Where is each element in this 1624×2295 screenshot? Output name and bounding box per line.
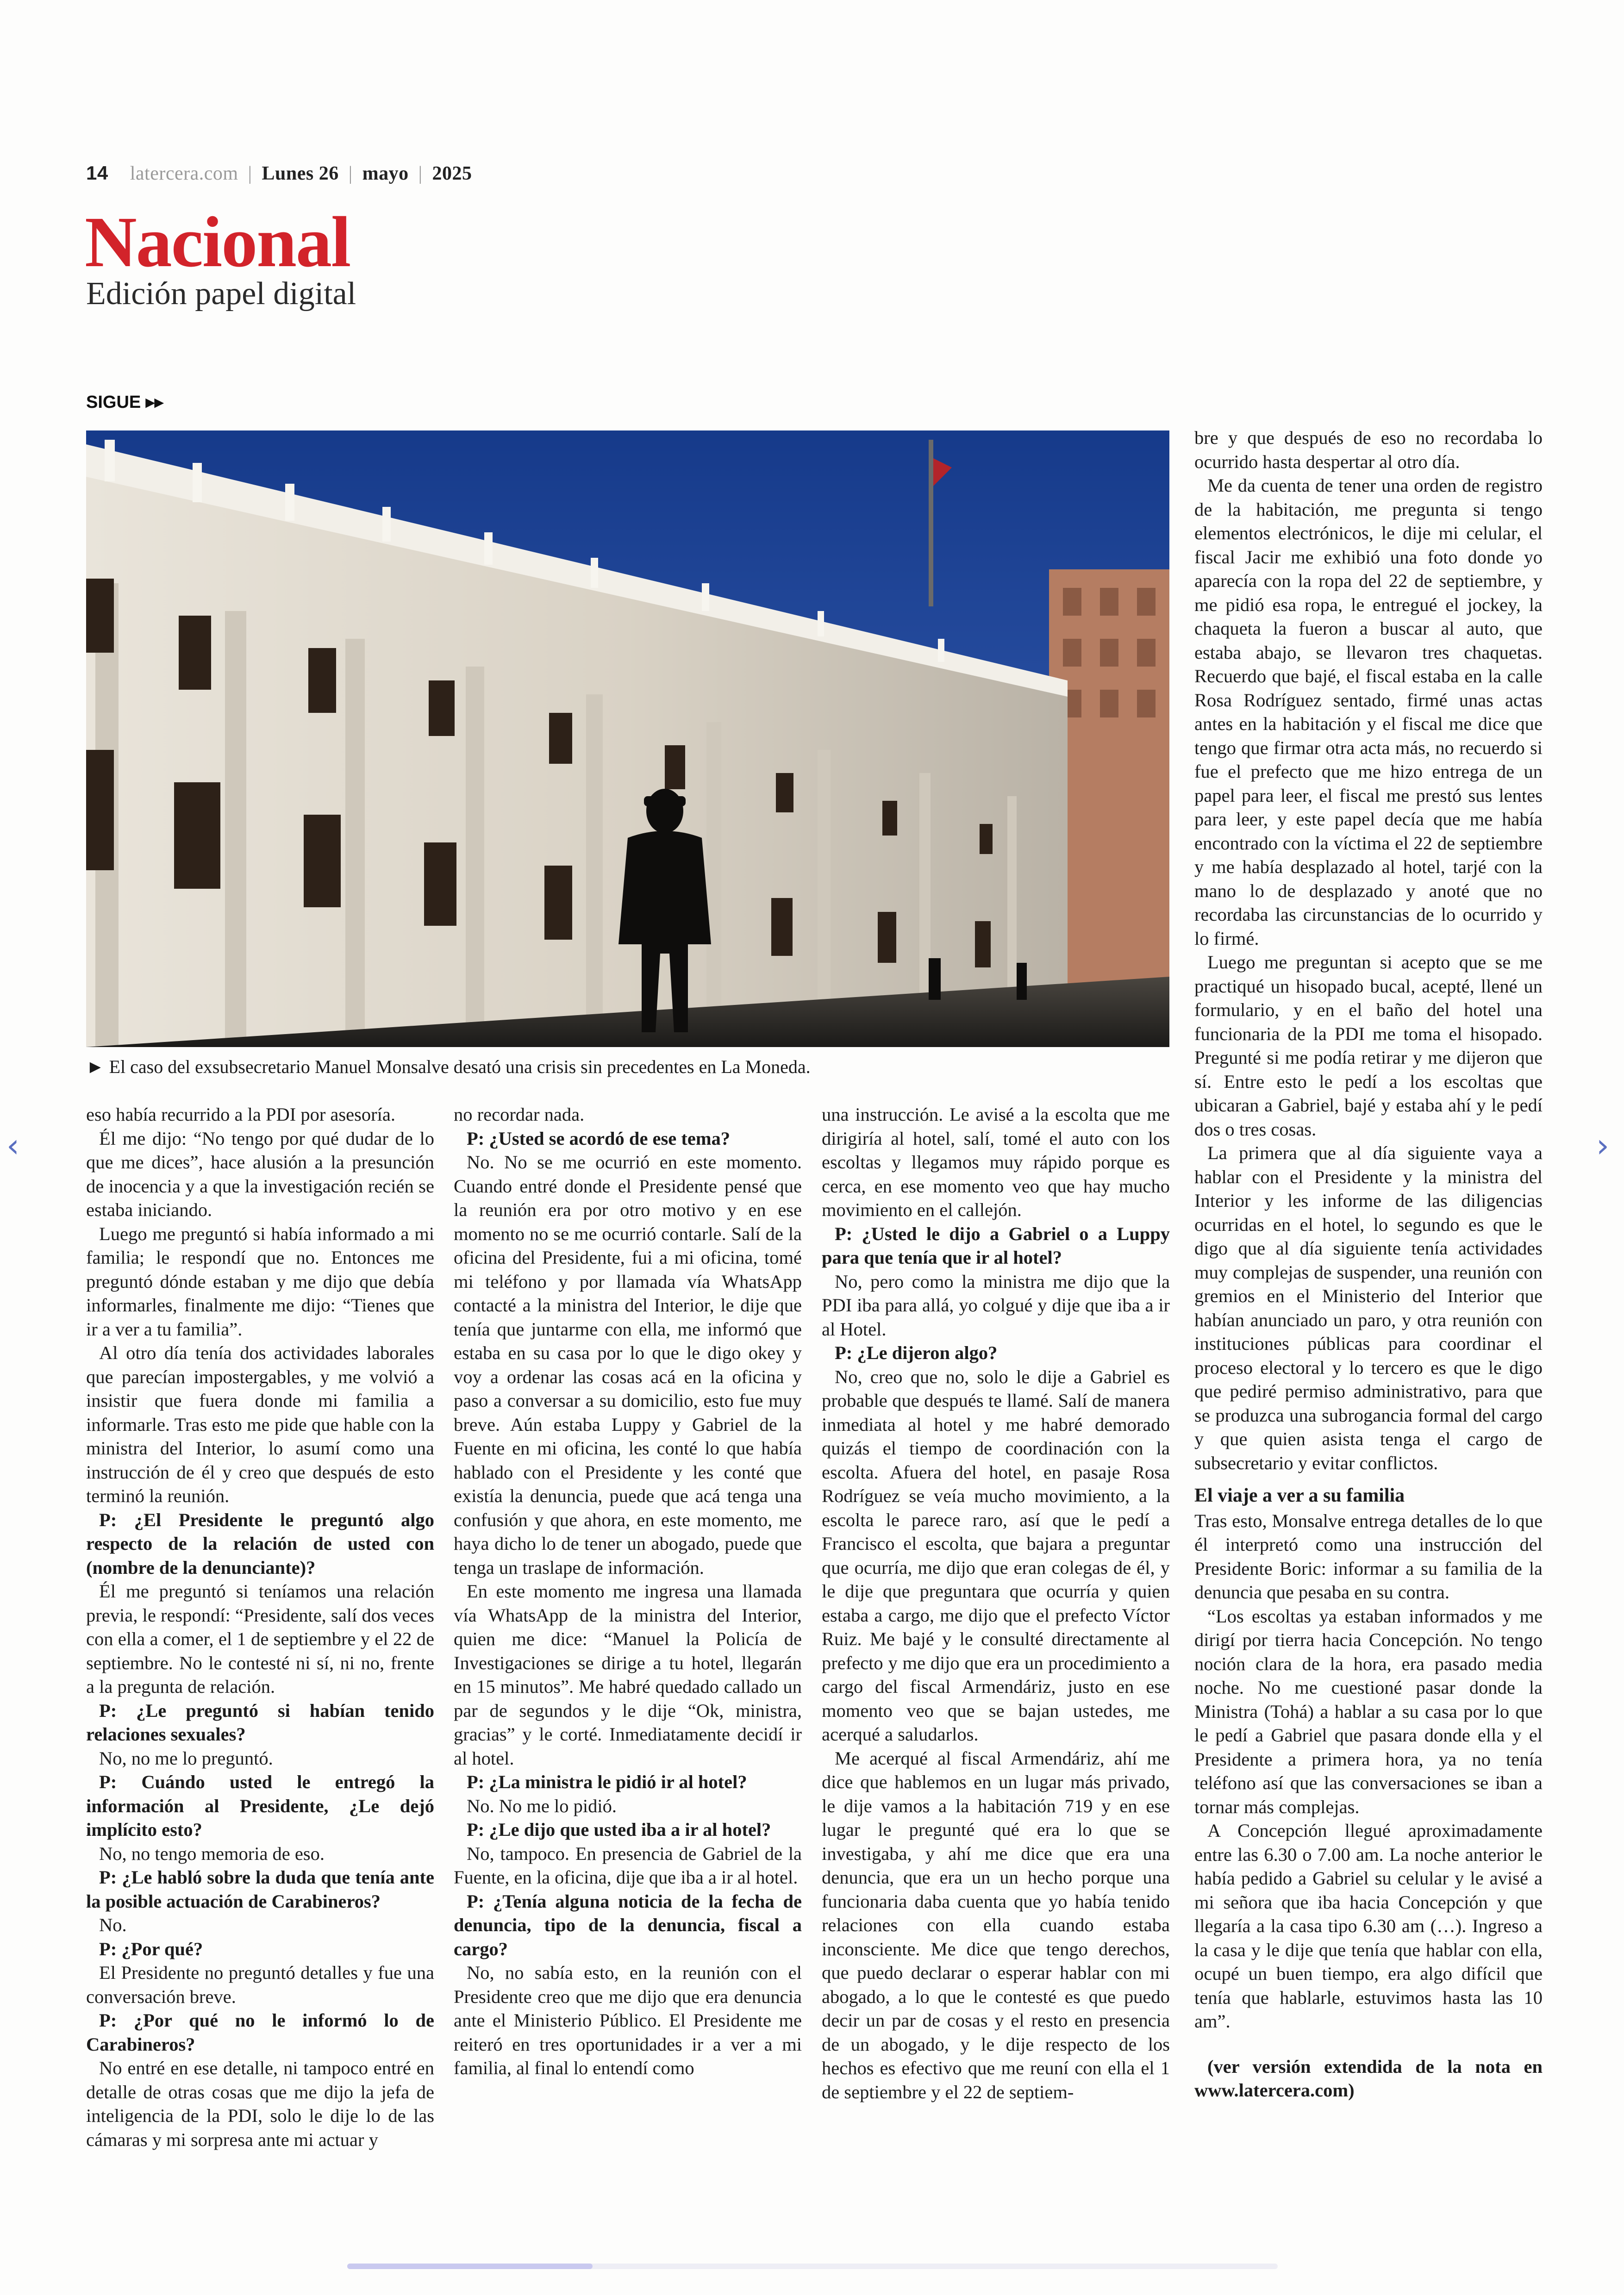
interview-question: P: ¿Le habló sobre la duda que tenía ante la posible actuación de Carabineros? — [86, 1867, 434, 1912]
paragraph: No. No se me ocurrió en este momento. Cuando entré donde el Presidente pensé que la reunión era por otro motivo y en ese momento no se me ocurrió contarle. Salí de la oficina del Presidente, fui a mi oficina, tomé mi teléfono y por llamada vía WhatsApp contacté a la ministra del Interior, le dije que tenía que juntarme con ella, me informó que estaba en su casa por lo que le digo okey y voy a ordenar las cosas acá en la oficina y paso a conversar a su domicilio, esto fue muy breve. Aún estaba Luppy y Gabriel de la Fuente en mi oficina, les conté lo que había hablado con el Presidente y les conté que existía la denuncia, puede que acá tenga una confusión y que ahora, en este momento, me haya dicho lo de tener un abogado, puede que tenga un traslape de información. — [454, 1152, 802, 1578]
interview-question: P: ¿Le dijo que usted iba a ir al hotel? — [467, 1819, 771, 1840]
paragraph: Él me dijo: “No tengo por qué dudar de lo que me dices”, hace alusión a la presunción de inocencia y a que la investigación recién se estaba iniciando. — [86, 1128, 434, 1220]
paragraph: “Los escoltas ya estaban informados y me dirigí por tierra hacia Concepción. No tengo noción clara de la hora, era pasado media noche. No me cuestioné pasar donde la Ministra (Tohá) a hablar a su casa por lo que le pedí a Gabriel que pasara donde ella y el Presidente a primera hora, ya no tenía teléfono así que las conversaciones se iban a tornar más complejas. — [1194, 1605, 1543, 1817]
interview-question: P: ¿La ministra le pidió ir al hotel? — [467, 1771, 747, 1792]
article-column-3 — [822, 1103, 1170, 2104]
site-name: latercera.com — [130, 163, 238, 184]
subheading: El viaje a ver a su familia — [1194, 1485, 1405, 1506]
caption-text: El caso del exsubsecretario Manuel Monsalve desató una crisis sin precedentes en La Moneda. — [109, 1056, 811, 1077]
interview-question: P: ¿Tenía alguna noticia de la fecha de denuncia, tipo de la denuncia, fiscal a cargo? — [454, 1890, 802, 1959]
article-photo — [86, 430, 1169, 1047]
paragraph: En este momento me ingresa una llamada vía WhatsApp de la ministra del Interior, quien me dice: “Manuel la Policía de Investigaciones se dirige a tu hotel, llegarán en 15 minutos”. Me habré quedado callado un par de segundos y le dije “Ok, ministra, gracias” y le corté. Inmediatamente decidí ir al hotel. — [454, 1581, 802, 1769]
paragraph: Me acerqué al fiscal Armendáriz, ahí me dice que hablemos en un lugar más privado, le dije vamos a la habitación 719 y en ese lugar le pregunté qué era lo que se investigaba, y ahí me dice que era una denuncia, que era un un hecho porque una funcionaria daba cuenta que yo había tenido relaciones con ella cuando estaba inconsciente. Me dice que tengo derechos, que puedo declarar o esperar hablar con mi abogado, a lo que le contesté es que puedo decir un par de cosas y el resto en presencia de un abogado, y le dije respecto de los hechos es efectivo que me reuní con ella el 1 de septiembre y el 22 de septiem- — [822, 1747, 1170, 2102]
continued-marker: SIGUE ▸▸ — [86, 393, 163, 412]
previous-page-arrow-icon[interactable]: ‹ — [6, 1127, 19, 1165]
interview-question: P: ¿Le dijeron algo? — [835, 1342, 998, 1363]
interview-question: P: ¿Por qué? — [99, 1938, 203, 1959]
la-moneda-photo — [86, 430, 1169, 1047]
article-column-2 — [454, 1103, 802, 2080]
interview-question: P: ¿Por qué no le informó lo de Carabineros? — [86, 2010, 434, 2055]
paragraph: No, pero como la ministra me dijo que la PDI iba para allá, yo colgué y dije que iba a ir al Hotel. — [822, 1271, 1170, 1340]
scrollbar-thumb[interactable] — [347, 2264, 593, 2269]
paragraph: Tras esto, Monsalve entrega detalles de lo que él interpretó como una instrucción del Presidente Boric: informar a su familia de la denuncia que pesaba en su contra. — [1194, 1510, 1543, 1603]
paragraph: No, tampoco. En presencia de Gabriel de la Fuente, en la oficina, dije que iba a ir al hotel. — [454, 1843, 802, 1888]
paragraph: Al otro día tenía dos actividades laborales que parecían impostergables, y me volvió a insistir que fuera donde mi familia a informarle. Tras esto me pide que hable con la ministra del Interior, lo asumí como una instrucción de él y creo que después de esto terminó la reunión. — [86, 1342, 434, 1506]
paragraph: No. No me lo pidió. — [467, 1795, 617, 1816]
paragraph: No, creo que no, solo le dije a Gabriel es probable que después te llamé. Salí de manera inmediata al hotel y me habré demorado quizás el tiempo de coordinación con la escolta. Afuera del hotel, en pasaje Rosa Rodríguez se veía mucho movimiento, a la escolta le parece raro, así que le pedí a Francisco el escolta, que bajara a preguntar que ocurría, me dijo que eran colegas de él, y le dije que preguntara que ocurría y quien estaba a cargo, me dijo que el prefecto Víctor Ruiz. Me bajé y le consulté directamente al prefecto y me dijo que era un procedimiento a cargo del fiscal Armendáriz, justo en ese momento veo que se bajan ustedes, me acerqué a saludarlos. — [822, 1366, 1170, 1745]
paragraph: No entré en ese detalle, ni tampoco entré en detalle de otras cosas que me dijo la jefa de inteligencia de la PDI, solo le dije lo de las cámaras y mi sorpresa ante mi actuar y — [86, 2058, 434, 2150]
section-title: Nacional — [85, 202, 350, 282]
interview-question: P: ¿Le preguntó si habían tenido relaciones sexuales? — [86, 1700, 434, 1745]
paragraph: No, no sabía esto, en la reunión con el Presidente creo que me dijo que era denuncia ante el Ministerio Público. El Presidente me reiteró en tres oportunidades ir a ver a mi familia, al final lo entendí como — [454, 1962, 802, 2078]
photo-caption — [86, 1056, 1169, 1078]
article-column-1 — [86, 1103, 434, 2152]
interview-question: P: Cuándo usted le entregó la información al Presidente, ¿Le dejó implícito esto? — [86, 1771, 434, 1840]
page-number: 14 — [86, 162, 108, 184]
article-column-4 — [1194, 426, 1543, 2102]
paragraph: No. — [99, 1915, 127, 1935]
separator: | — [348, 163, 353, 184]
date-day: Lunes 26 — [262, 163, 339, 184]
next-page-arrow-icon[interactable]: › — [1596, 1127, 1609, 1165]
paragraph: bre y que después de eso no recordaba lo ocurrido hasta despertar al otro día. — [1194, 427, 1543, 472]
section-subtitle: Edición papel digital — [86, 276, 356, 312]
interview-question: P: ¿El Presidente le preguntó algo respecto de la relación de usted con (nombre de la denunciante)? — [86, 1509, 434, 1578]
extended-version-note: (ver versión extendida de la nota en www.latercera.com) — [1194, 2056, 1543, 2101]
interview-question: P: ¿Usted le dijo a Gabriel o a Luppy para que tenía que ir al hotel? — [822, 1223, 1170, 1268]
paragraph: Luego me preguntó si había informado a mi familia; le respondí que no. Entonces me preguntó dónde estaban y me dijo que debía informarles, finalmente me dijo: “Tienes que ir a ver a tu familia”. — [86, 1223, 434, 1340]
paragraph: No, no me lo preguntó. — [99, 1747, 273, 1769]
paragraph: no recordar nada. — [454, 1104, 585, 1125]
date-year: 2025 — [432, 163, 472, 184]
paragraph: La primera que al día siguiente vaya a hablar con el Presidente y la ministra del Interior y les informe de las diligencias ocurridas en el hotel, lo segundo es que le digo que al día siguiente tenía actividades muy complejas de suspender, una reunión con gremios en el Ministerio del Interior que habían anunciado un paro, y otra reunión con instituciones públicas para coordinar el proceso electoral y lo tercero es que le digo que pediré permiso administrativo, para que se produzca una subrogancia formal del cargo y que quien asista tenga el cargo de subsecretario y evitar conflictos. — [1194, 1142, 1543, 1473]
paragraph: No, no tengo memoria de eso. — [99, 1843, 325, 1864]
paragraph: Él me preguntó si teníamos una relación previa, le respondí: “Presidente, salí dos veces con ella a comer, el 1 de septiembre y el 22 de septiembre. No le contesté ni sí, ni no, frente a la pregunta de relación. — [86, 1581, 434, 1697]
paragraph: El Presidente no preguntó detalles y fue una conversación breve. — [86, 1962, 434, 2007]
date-month: mayo — [362, 163, 409, 184]
paragraph: A Concepción llegué aproximadamente entre las 6.30 o 7.00 am. La noche anterior le había pedido a Gabriel su celular y le avisé a mi señora que iba hacia Concepción y que llegaría a la casa tipo 6.30 am (…). Ingreso a la casa y le dije que tenía que hablar con ella, ocupé un buen tiempo, era algo difícil que tenía que hablarle, estuvimos hasta las 10 am”. — [1194, 1820, 1543, 2032]
paragraph: una instrucción. Le avisé a la escolta que me dirigiría al hotel, salí, tomé el auto con los escoltas y llegamos muy rápido porque es cerca, en ese momento veo que hay mucho movimiento en el callejón. — [822, 1104, 1170, 1220]
interview-question: P: ¿Usted se acordó de ese tema? — [467, 1128, 731, 1149]
paragraph: eso había recurrido a la PDI por asesoría. — [86, 1104, 395, 1125]
paragraph: Luego me preguntan si acepto que se me practiqué un hisopado bucal, acepté, llené un formulario, y en el baño del hotel una funcionaria de la PDI me toma el hisopado. Pregunté si me podía retirar y me dijeron que sí. Entre esto le pedí a los escoltas que ubicaran a Gabriel, bajé y estaba ahí y le pedí dos o tres cosas. — [1194, 952, 1543, 1140]
separator: | — [248, 163, 252, 184]
paragraph: Me da cuenta de tener una orden de registro de la habitación, me pregunta si tengo elementos electrónicos, le dije mi celular, el fiscal Jacir me exhibió una foto donde yo aparecía con la ropa del 22 de septiembre, y me pidió esa ropa, le entregué el jockey, la chaqueta la fueron a buscar al auto, que estaba abajo, se llevaron tres chaquetas. Recuerdo que bajé, el fiscal estaba en la calle Rosa Rodríguez sentado, firmé unas actas antes en la habitación y el fiscal me dice que tengo que firmar otra acta más, no recuerdo si fue el prefecto que me hizo entrega de un papel para leer, el fiscal me prestó sus lentes para leer, y este papel decía que me había encontrado con la víctima el 22 de septiembre y me había desplazado al hotel, tarjé con la mano lo de desplazado y anoté que no recordaba las circunstancias de lo ocurrido y lo firmé. — [1194, 475, 1543, 949]
separator: | — [418, 163, 423, 184]
page-header — [86, 162, 472, 185]
caption-arrow-icon: ► — [86, 1056, 105, 1077]
